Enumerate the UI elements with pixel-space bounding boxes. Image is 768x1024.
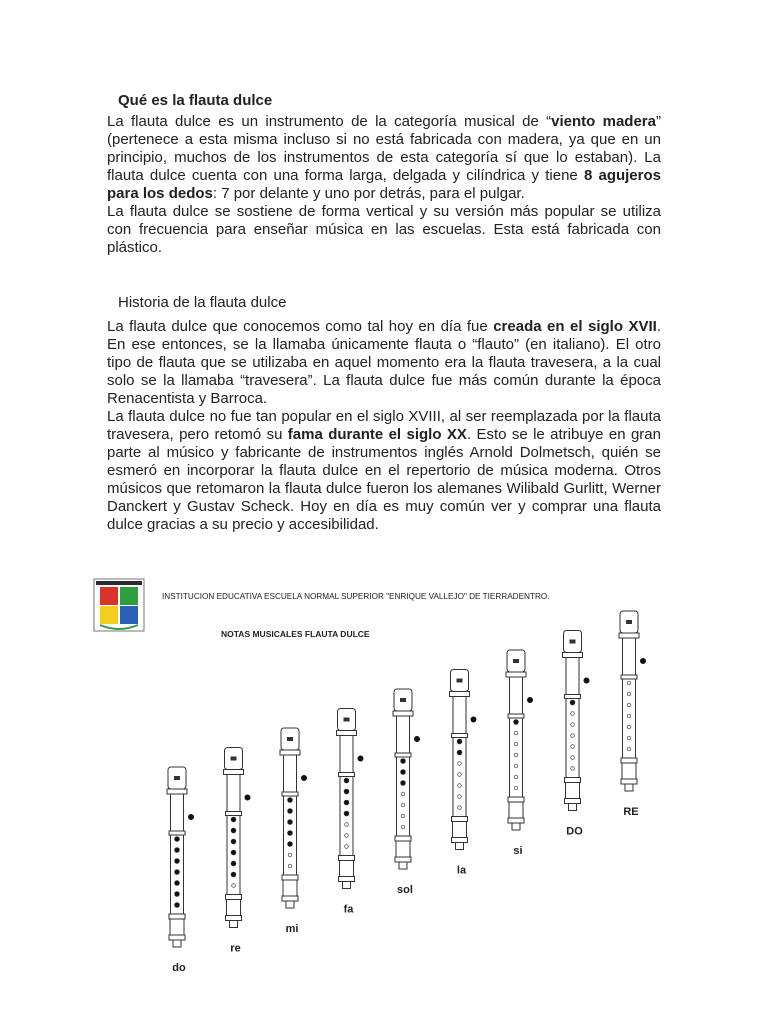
finger-hole [627, 681, 631, 685]
bold-term-viento-madera: viento madera [551, 113, 656, 130]
finger-hole [344, 800, 349, 805]
finger-hole [231, 872, 236, 877]
finger-hole [458, 795, 462, 799]
finger-hole [457, 750, 462, 755]
finger-hole [231, 850, 236, 855]
thumb-hole [414, 736, 419, 741]
finger-hole [514, 753, 518, 757]
finger-hole [514, 720, 519, 725]
finger-hole [288, 842, 293, 847]
finger-hole [570, 700, 575, 705]
thumb-hole [188, 814, 193, 819]
recorder-RE [619, 611, 646, 818]
finger-hole [231, 839, 236, 844]
finger-hole [288, 864, 292, 868]
note-label: sol [397, 884, 413, 896]
note-label: mi [285, 923, 299, 935]
finger-hole [344, 778, 349, 783]
finger-hole [345, 823, 349, 827]
bold-term-siglo-xvii: creada en el siglo XVII [493, 318, 657, 335]
recorder-la [450, 670, 477, 877]
institution-name: INSTITUCION EDUCATIVA ESCUELA NORMAL SUPERIOR "ENRIQUE VALLEJO" DE TIERRADENTRO. [162, 592, 550, 601]
note-label: fa [343, 903, 354, 916]
finger-hole [175, 881, 180, 886]
recorder-sol [393, 689, 420, 896]
finger-hole [458, 806, 462, 810]
recorder-si [506, 650, 533, 857]
text-run: . Esto se le atribuye en gran parte al músico y fabricante de instrumentos inglés Arnold Dolmetsch, quién se esmeró en incorporar la flauta dulce en el repertorio de música moderna. Otros músicos que retomaron la flauta dulce fueron los alemanes Wilibald Gurlitt, Werner Danckert y Gustav Scheck. Hoy en día es muy común ver y comprar una flauta dulce gracias a su precio y accesibilidad. [107, 426, 661, 533]
note-label: DO [566, 825, 583, 838]
note-label: do [172, 962, 186, 974]
finger-hole [571, 767, 575, 771]
finger-hole [288, 831, 293, 836]
section-title-what-is: Qué es la flauta dulce [118, 92, 273, 109]
finger-hole [627, 725, 631, 729]
finger-hole [232, 884, 236, 888]
finger-hole [288, 809, 293, 814]
finger-hole [627, 692, 631, 696]
finger-hole [401, 803, 405, 807]
bold-term-agujeros: 8 agujeros para los dedos [107, 167, 661, 202]
thumb-hole [245, 795, 250, 800]
finger-hole [571, 745, 575, 749]
finger-hole [344, 811, 349, 816]
thumb-hole [358, 756, 363, 761]
finger-hole [175, 892, 180, 897]
finger-hole [401, 770, 406, 775]
finger-hole [627, 747, 631, 751]
finger-hole [514, 742, 518, 746]
paragraph [107, 318, 661, 408]
section-what-is-body [107, 113, 661, 257]
note-label: RE [623, 806, 639, 818]
finger-hole [458, 762, 462, 766]
finger-hole [345, 834, 349, 838]
text-run: . En ese entonces, se la llamaba únicamente flauta o “flauto” (en italiano). El otro tipo de flauta que se utilizaba en aquel momento era la flauta travesera, a la cual solo se la llamaba “travesera”. La flauta dulce fue más común durante la época Renacentista y Barroca. [107, 318, 661, 407]
figure-subtitle: NOTAS MUSICALES FLAUTA DULCE [221, 629, 370, 639]
finger-hole [627, 736, 631, 740]
finger-hole [458, 784, 462, 788]
finger-hole [175, 848, 180, 853]
text-run: La flauta dulce es un instrumento de la categoría musical de “ [107, 113, 552, 130]
bold-term-siglo-xx: fama durante el siglo XX [287, 426, 467, 443]
note-label: si [513, 845, 523, 857]
section-history-body [107, 318, 661, 534]
finger-hole [458, 773, 462, 777]
finger-hole [288, 820, 293, 825]
finger-hole [401, 825, 405, 829]
recorder-DO [563, 631, 590, 838]
recorder-notes-figure [90, 575, 670, 985]
recorder-do [167, 767, 194, 974]
finger-hole [231, 828, 236, 833]
finger-hole [571, 734, 575, 738]
note-label: la [456, 864, 467, 877]
section-title-history: Historia de la flauta dulce [118, 294, 287, 311]
recorder-mi [280, 728, 307, 935]
finger-hole [288, 853, 292, 857]
finger-hole [514, 786, 518, 790]
finger-hole [571, 723, 575, 727]
finger-hole [231, 817, 236, 822]
text-run: ” (pertenece a esta misma incluso si no está fabricada con madera, ya que en un principio, muchos de los instrumentos de esta categoría sí que lo estaban). La flauta dulce cuenta con una forma larga, delgada y cilíndrica y tiene [107, 113, 661, 184]
finger-hole [175, 903, 180, 908]
finger-hole [288, 798, 293, 803]
thumb-hole [640, 658, 645, 663]
finger-hole [514, 731, 518, 735]
text-run: La flauta dulce que conocemos como tal hoy en día fue [107, 318, 494, 335]
finger-hole [457, 739, 462, 744]
finger-hole [401, 759, 406, 764]
text-run: : 7 por delante y uno por detrás, para el pulgar. [212, 185, 525, 202]
finger-hole [401, 781, 406, 786]
text-run: La flauta dulce no fue tan popular en el siglo XVIII, al ser reemplazada por la flauta travesera, pero retomó su [107, 408, 661, 443]
finger-hole [401, 814, 405, 818]
finger-hole [345, 845, 349, 849]
finger-hole [344, 789, 349, 794]
finger-hole [571, 756, 575, 760]
finger-hole [401, 792, 405, 796]
paragraph: La flauta dulce se sostiene de forma vertical y su versión más popular se utiliza con frecuencia para enseñar música en las escuelas. Esta está fabricada con plástico. [107, 203, 661, 256]
thumb-hole [471, 717, 476, 722]
finger-hole [231, 861, 236, 866]
note-label: re [230, 942, 241, 955]
recorder-fa [337, 709, 364, 916]
finger-hole [571, 712, 575, 716]
school-crest-icon [94, 579, 144, 631]
paragraph [107, 408, 661, 534]
finger-hole [627, 714, 631, 718]
recorder-re [224, 748, 251, 955]
finger-hole [514, 775, 518, 779]
thumb-hole [584, 678, 589, 683]
thumb-hole [301, 775, 306, 780]
finger-hole [175, 859, 180, 864]
thumb-hole [527, 697, 532, 702]
finger-hole [175, 837, 180, 842]
finger-hole [627, 703, 631, 707]
finger-hole [175, 870, 180, 875]
finger-hole [514, 764, 518, 768]
paragraph [107, 113, 661, 203]
